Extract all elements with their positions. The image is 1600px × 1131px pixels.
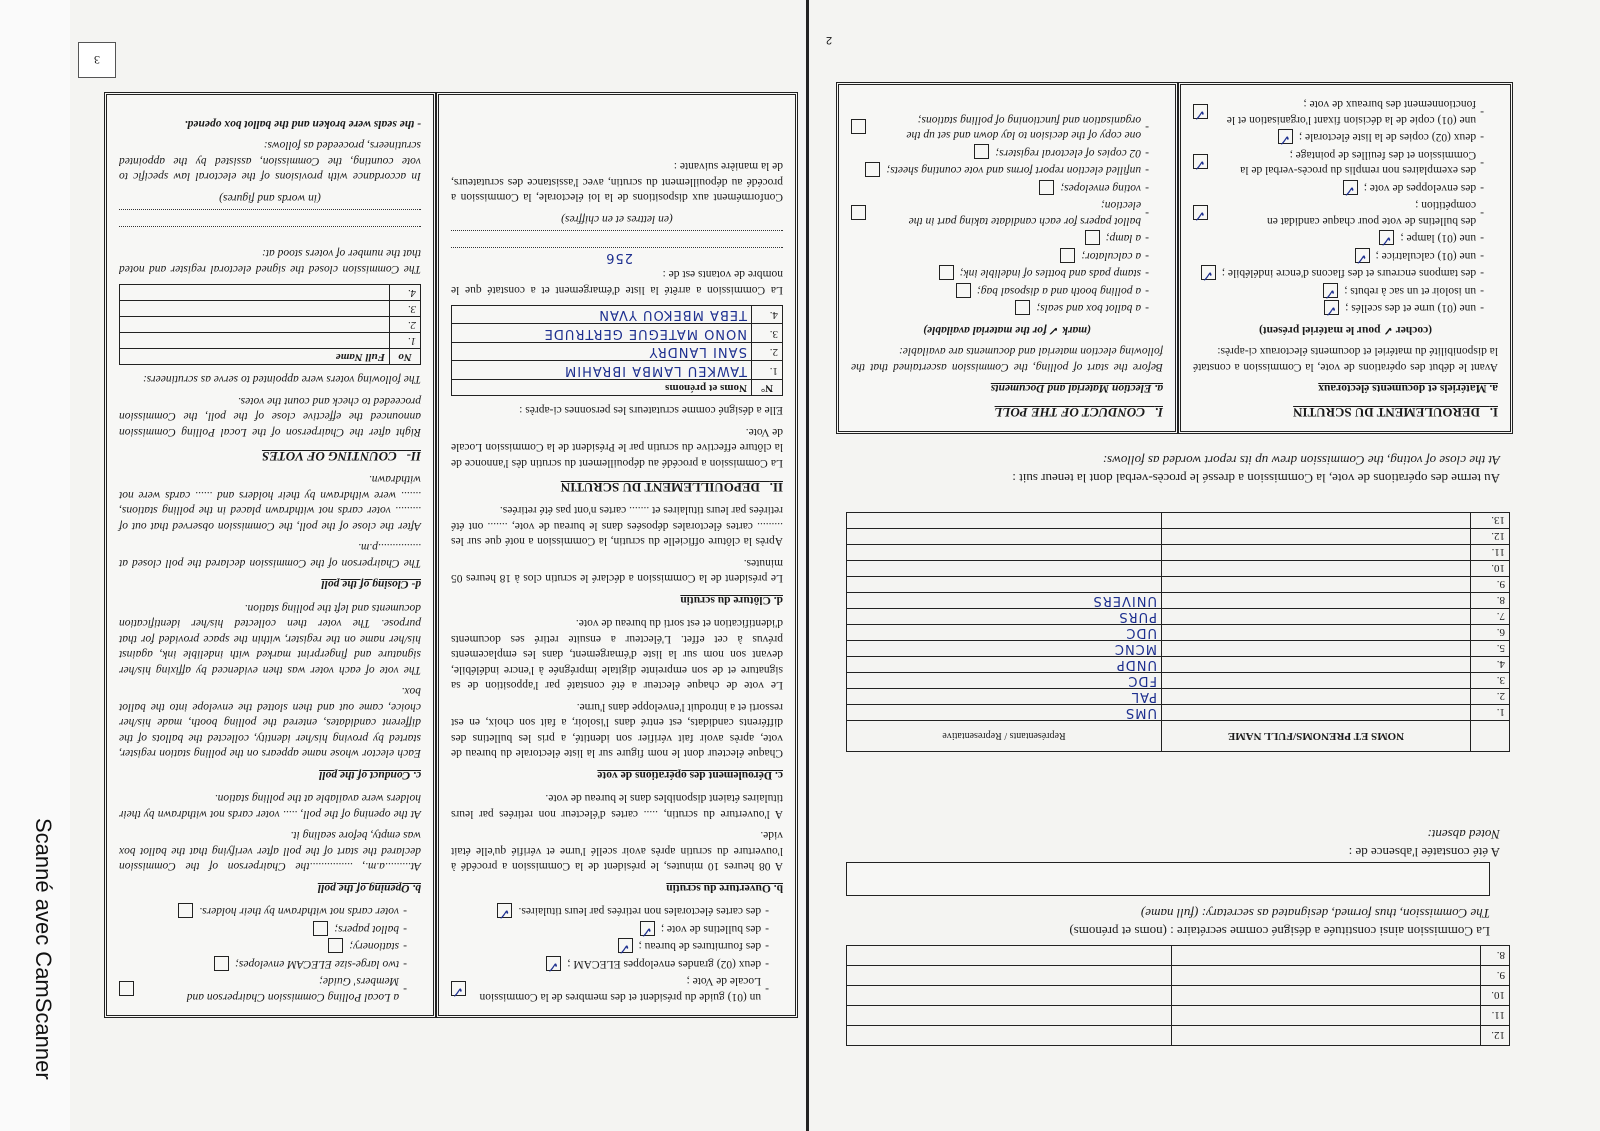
material-item: - one copy of the decision to lay down and set up the organisation and functioning of polling stations; [851,111,1149,142]
material-item: - un (01) guide du président et des membres de la Commission Locale de Vote ; ✓ [451,973,769,1004]
material-item: - une (01) copie de la décision fixant l'organisation et le fonctionnement des bureaux de vote ; ✓ [1193,96,1484,127]
page-number-right: 2 [826,34,833,46]
absence-label: A été constatée l'absence de : Noted absent: [1348,827,1500,861]
conduct-text-2: Le vote de chaque électeur a été constaté par l'apposition de sa signature et de son empreinte digitale imprégnée à l'encre indélébile, devant son nom sur la liste d'émargement, dans les emplacements prévus à cet effet. L'électeur a ensuite retiré ses documents d'identification et est sorti du bureau de vote. [451,617,783,692]
material-item: - un isoloir et un sac à rebuts ; ✓ [1193,282,1484,298]
material-item: - des enveloppes de vote ; ✓ [1193,179,1484,195]
opening-text: At.........a.m., ...............the Chairperson of the Commission declared the start of the poll after verifying that the ballot box was empty, before sealing it. [119,829,421,873]
checkbox[interactable] [178,903,193,918]
material-item: - des tampons encreurs et des flacons d'encre indélébile ; ✓ [1193,265,1484,281]
checkbox-checked[interactable] [451,981,466,996]
voters-count-field[interactable]: 256 [451,247,783,260]
material-item: - a ballot box and seals; [851,300,1149,316]
table-row: 11. [847,545,1510,561]
table-row: 6. UDC [847,625,1510,641]
table-row: 1. TAWKEU LAMBA IBRAHIM [452,361,783,380]
table-row: 8. UNIVERS [847,593,1510,609]
members-table [846,945,1510,1046]
material-item: - deux (02) copies de la liste électorale ; ✓ [1193,129,1484,145]
closing-cards-text: Après la clôture officielle du scrutin, la Commission a noté que sur les ......... cartes électorales déposées dans le bureau de vote, ....... ont été retirées par leurs titulaires et ....... cartes n'ont pas été retirées. [451,504,783,548]
subsection-b-fr: b. Ouverture du scrutin [666,881,783,894]
table-row: 10. [847,561,1510,577]
closing-text: Le président de la Commission a déclaré le scrutin clos à 18 heures 05 minutes. [451,556,783,585]
checkbox-checked[interactable] [1379,230,1394,245]
checkbox-checked[interactable] [1201,265,1216,280]
closing-statement: Au terme des opérations de vote, la Commission a dressé le procès-verbal dont la teneur suit : At the close of voting, the Commission drew up its report worded as follows: [1012,453,1500,487]
checkbox-checked[interactable] [618,938,633,953]
material-item: - ballot papers; [119,920,407,936]
table-row: 4. TEBA MBEKOU YVAN [452,305,783,324]
page-fold [806,0,809,1131]
checkbox[interactable] [865,162,880,177]
table-row: 8. [847,946,1510,966]
table-row: 2. [120,316,421,332]
voters-text: La Commission a arrêté la liste d'émargement et a constaté que le nombre de votants est de : [451,268,783,296]
opening-text: A 08 heures 10 minutes, le président de la Commission a procédé à l'ouverture du scrutin après avoir scellé l'urne et vérifié qu'elle était vide. [451,829,783,873]
table-row: 2. SANI LANDRY [452,342,783,361]
law-text: Conformément aux dispositions de la loi électorale, la Commission a procédé au dépouillement du scrutin, avec l'assistance des scrutateurs, de la manière suivante : [451,160,783,204]
material-item: - stationery; [119,938,407,954]
table-row: 3. NONO MATEGUE GERTRUDE [452,324,783,343]
table-row: 4. [120,284,421,300]
material-item: - des bulletins de vote ; ✓ [451,920,769,936]
checkbox-checked[interactable] [1343,180,1358,195]
checkbox[interactable] [1015,300,1030,315]
checkbox[interactable] [851,119,866,134]
table-row: 5. MCNC [847,641,1510,657]
subsection-d-en: d- Closing of the poll [321,578,421,591]
material-item: - two large-size ELECAM envelopes; [119,955,407,971]
left-english-column [104,92,436,1018]
checkbox-checked[interactable] [546,956,561,971]
subsection-c-fr: c. Déroulement des opérations de vote [597,768,783,781]
material-item: - a polling booth and a disposal bag; [851,282,1149,298]
table-row: 10. [847,986,1510,1006]
table-row: 4. UNDP [847,657,1510,673]
conduct-text-1: Each elector whose name appears on the polling station register, started by proving his/her identity, collected the ballots of the different candidates, entered the polling booth, made his/her choice, came out and then slotted the envelope into the ballot box. [119,685,421,760]
conduct-text-1: Chaque électeur dont le nom figure sur la liste électorale du bureau de vote, après avoir fait vérifier son identité, a pris les bulletins des différents candidats, est entré dans l'isoloir, a fait son choix, en est ressorti et a introduit l'enveloppe dans l'urne. [451,700,783,760]
material-item: - voting envelopes; [851,179,1149,195]
subsection-d-fr: d. Clôture du scrutin [680,593,783,606]
scrutineers-intro: Elle a désigné comme scrutateurs les personnes ci-après : [519,404,783,417]
table-header: N° Noms et prénoms [452,379,783,395]
table-header: NOMS ET PRENOMS/FULL NAME Représentants / Representative [847,721,1510,752]
material-item: - ballot papers for each candidate taking part in the election; [851,197,1149,228]
section-i-french-column [1178,82,1513,434]
table-row: 7. PURS [847,609,1510,625]
left-french-column [436,92,798,1018]
subsection-a-en: a. Election Material and Documents [990,382,1163,395]
voters-count-field-line2[interactable] [451,230,783,243]
table-row: 9. [847,966,1510,986]
voters-text: The Commission closed the signed electoral register and noted that the number of voters stood at: [119,247,421,275]
checkbox[interactable] [851,205,866,220]
material-item: - a lamp; [851,230,1149,246]
material-item: - voter cards not withdrawn by their holders. [119,903,407,919]
material-item: - des cartes électorales non retirées par leurs titulaires. ✓ [451,903,769,919]
voters-count-field[interactable] [119,226,421,239]
checkbox[interactable] [119,981,134,996]
checkbox[interactable] [956,283,971,298]
table-row: 3. [120,300,421,316]
checkbox[interactable] [313,921,328,936]
law-text: In accordance with provisions of the electoral law specific to vote counting, the Commission, assisted by the appointed scrutineers, proceeded as follows: [119,139,421,183]
checkbox[interactable] [1039,180,1054,195]
seals-text: - the seals were broken and the ballot box opened. [184,117,421,130]
opening-cards-text: A l'ouverture du scrutin, ..... cartes d'électeur non retirées par leurs titulaires étaient disponibles dans le bureau de vote. [451,792,783,820]
table-header: No Full Name [120,348,421,364]
intro-text: Before the start of polling, the Commission ascertained that the following election material and documents are available: [851,345,1163,373]
checkbox-checked[interactable] [1193,205,1208,220]
closing-text: The Chairperson of the Commission declared the poll closed at ...............p.m. [119,541,421,569]
table-row: 9. [847,577,1510,593]
checkbox-checked[interactable] [1323,283,1338,298]
scrutineers-table [119,284,421,365]
checkbox[interactable] [1085,230,1100,245]
material-item: - a Local Polling Commission Chairperson and Members' Guide; [119,973,407,1004]
table-row: 1. [120,332,421,348]
secretary-name-field[interactable] [846,862,1490,896]
absence-table [846,512,1510,752]
instruction-text: (cocher ✓ pour le matériel présent) [1258,323,1433,336]
checkbox-checked[interactable] [497,903,512,918]
subsection-b-en: b. Opening of the poll [317,881,421,894]
checkbox[interactable] [1060,248,1075,263]
checkbox-checked[interactable] [1193,104,1208,119]
subsection-a-fr: a. Matériels et documents électoraux [1318,382,1498,395]
camscanner-watermark: Scanné avec CamScanner [31,818,56,1080]
checkbox[interactable] [328,938,343,953]
material-item: - a calculator; [851,247,1149,263]
section-ii-fr-title: II. DEPOUILLEMENT DU SCRUTIN [560,479,783,495]
material-item: - 02 copies of electoral registers; [851,144,1149,160]
voters-count-field-line2[interactable] [119,209,421,222]
scrutineers-table [451,305,783,396]
voters-hint: (in words and figures) [219,191,321,204]
table-row: 11. [847,1006,1510,1026]
opening-cards-text: At the opening of the poll, ..... voter cards not withdrawn by their holders were available at the polling station. [119,792,421,820]
table-row: 12. [847,1026,1510,1046]
checkbox[interactable] [214,956,229,971]
table-row: 12. [847,529,1510,545]
conduct-text-2: The vote of each voter was then evidenced by affixing his/her signature and fingerprint marked with indelible ink, against his/her name on the register, within the space provided for that purpose. The voter then collected his/her identification documents and left the polling station. [119,601,421,676]
material-item: - des bulletins de vote pour chaque candidat en compétition ; ✓ [1193,197,1484,228]
checkbox[interactable] [974,145,989,160]
voters-hint: (en lettres et en chiffres) [561,212,673,225]
section-i-en-title: I. CONDUCT OF THE POLL [994,405,1163,420]
material-item: - une (01) lampe ; ✓ [1193,230,1484,246]
counting-intro: Right after the Chairperson of the Local Polling Commission announced the effective close of the poll, the Commission proceeded to check and count the votes. [119,394,421,438]
table-row: 1. UMS [847,705,1510,721]
section-i-fr-title: I. DEROULEMENT DU SCRUTIN [1293,405,1498,420]
subsection-c-en: c. Conduct of the poll [319,768,421,781]
secretary-label: La Commission ainsi constituée a désigné comme secrétaire : (noms et prénoms) The Commission, thus formed, designated as secretary: (full name) [1069,906,1490,940]
closing-cards-text: After the close of the poll, the Commission observed that out of ......... voter cards not withdrawn placed in the polling stations, ....... were withdrawn by their holders and ...... cards were not withdrawn. [119,473,421,532]
section-i-english-column [836,82,1178,434]
scrutineers-intro: The following voters were appointed to serve as scrutineers: [142,373,421,386]
table-row: 13. [847,513,1510,529]
checkbox[interactable] [939,265,954,280]
intro-text: Avant le début des opérations de vote, la Commission a constaté la disponibilité du matériel et documents électoraux ci-après: [1193,345,1498,373]
material-item: - stamp pads and bottles of indelible ink; [851,265,1149,281]
table-row: 3. FDC [847,673,1510,689]
checkbox-checked[interactable] [1355,248,1370,263]
material-item: - une (01) calculatrice ; ✓ [1193,247,1484,263]
section-ii-en-title: II- COUNTING OF VOTES [261,448,421,464]
checkbox-checked[interactable] [640,921,655,936]
page-number-box-left: 3 [78,42,116,78]
material-item: - des fournitures de bureau ; ✓ [451,938,769,954]
instruction-text: (mark ✓ for the material available) [923,323,1091,336]
material-item: - des exemplaires non remplis du procès-verbal de la Commission et des feuilles de pointage ; ✓ [1193,146,1484,177]
counting-intro: La Commission a procédé au dépouillement du scrutin dès l'annonce de la clôture effective du scrutin par le Président de la Commission Locale de Vote. [451,425,783,470]
material-item: - deux (02) grandes enveloppes ELECAM ; ✓ [451,955,769,971]
checkbox-checked[interactable] [1278,129,1293,144]
table-row: 2. PAL [847,689,1510,705]
material-item: - une (01) urne et des scellés ; ✓ [1193,300,1484,316]
material-item: - unfilled election report forms and vote counting sheets; [851,162,1149,178]
checkbox-checked[interactable] [1193,154,1208,169]
